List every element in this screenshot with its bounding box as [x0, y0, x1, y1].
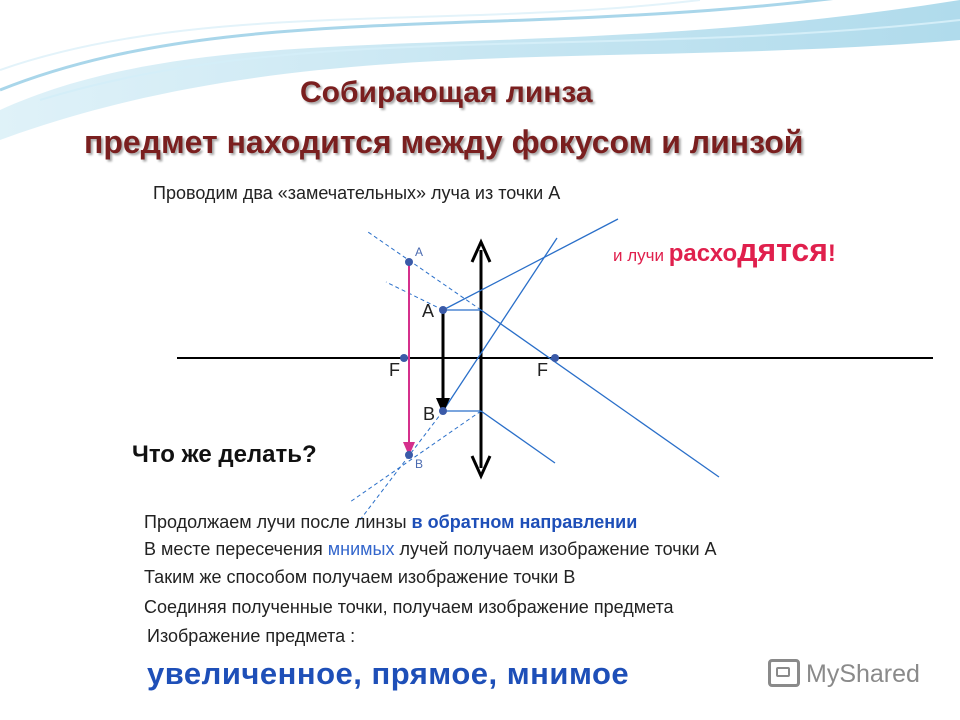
explanation-line-1: Продолжаем лучи после линзы в обратном направлении: [144, 512, 638, 532]
presentation-icon: [768, 659, 800, 687]
virtual-rays: [350, 232, 481, 520]
explanation-line-5: Изображение предмета :: [147, 626, 356, 646]
point-b: [439, 407, 447, 415]
label-image-b: В: [415, 457, 424, 471]
question-text: Что же делать?: [132, 441, 317, 468]
image-point-a: [405, 258, 413, 266]
rays-diverge-caption: и лучи расходятся!: [613, 232, 836, 268]
label-image-a: А: [415, 245, 424, 259]
focus-left: [400, 354, 408, 362]
explanation-line-3: Таким же способом получаем изображение точки В: [144, 567, 576, 587]
label-focus-right: F: [537, 360, 548, 380]
rays: [443, 219, 719, 477]
label-focus-left: F: [389, 360, 400, 380]
image-point-b: [405, 451, 413, 459]
slide-subtitle: предмет находится между фокусом и линзой: [84, 124, 804, 160]
slide-title: Собирающая линза: [300, 76, 593, 109]
intro-text: Проводим два «замечательных» луча из точки А: [153, 183, 561, 203]
focus-right: [551, 354, 559, 362]
label-b: В: [423, 404, 436, 424]
point-a: [439, 306, 447, 314]
result-text: увеличенное, прямое, мнимое: [147, 656, 630, 691]
explanation-line-2: В месте пересечения мнимых лучей получаем изображение точки А: [144, 539, 717, 559]
label-a: А: [422, 301, 435, 321]
watermark: MyShared: [768, 660, 920, 689]
explanation-line-4: Соединяя полученные точки, получаем изображение предмета: [144, 597, 674, 617]
